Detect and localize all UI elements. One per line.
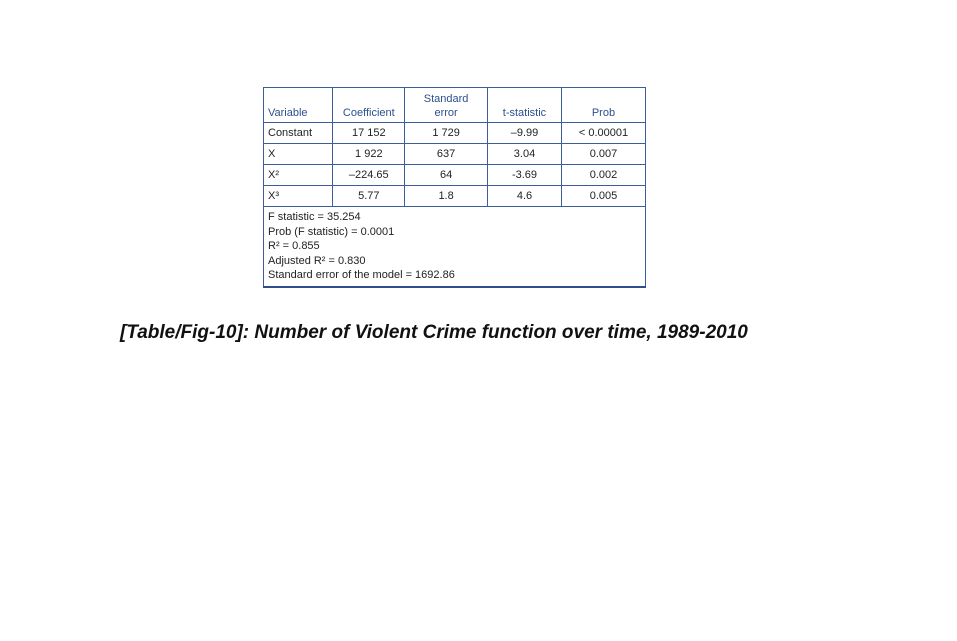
figure-caption: [Table/Fig-10]: Number of Violent Crime function over time, 1989-2010 (120, 322, 748, 343)
header-t-statistic: t-statistic (488, 88, 562, 123)
model-stats-row (264, 207, 646, 287)
regression-table (263, 87, 646, 288)
table-header-row (264, 88, 646, 123)
r-squared-line: R² = 0.855 (268, 240, 320, 252)
cell-t-statistic: 4.6 (488, 186, 562, 207)
cell-t-statistic: 3.04 (488, 144, 562, 165)
cell-variable: Constant (264, 123, 333, 144)
cell-coefficient: 17 152 (333, 123, 405, 144)
prob-f-statistic-line: Prob (F statistic) = 0.0001 (268, 225, 395, 238)
cell-prob: 0.007 (561, 144, 645, 165)
table-row (264, 144, 646, 165)
cell-variable: X² (264, 165, 333, 186)
cell-coefficient: 1 922 (333, 144, 405, 165)
table-row (264, 123, 646, 144)
header-prob: Prob (561, 88, 645, 123)
header-coefficient: Coefficient (333, 88, 405, 123)
table-row (264, 186, 646, 207)
cell-variable: X (264, 144, 333, 165)
header-standard-error: Standard error (405, 88, 488, 123)
cell-t-statistic: –9.99 (488, 123, 562, 144)
cell-variable: X³ (264, 186, 333, 207)
model-stats-cell (264, 207, 646, 287)
cell-coefficient: 5.77 (333, 186, 405, 207)
cell-standard-error: 1.8 (405, 186, 488, 207)
cell-standard-error: 64 (405, 165, 488, 186)
header-variable: Variable (264, 88, 333, 123)
model-standard-error-line: Standard error of the model = 1692.86 (268, 269, 455, 281)
cell-standard-error: 1 729 (405, 123, 488, 144)
cell-standard-error: 637 (405, 144, 488, 165)
cell-prob: < 0.00001 (561, 123, 645, 144)
f-statistic-line: F statistic = 35.254 (268, 211, 361, 223)
cell-prob: 0.002 (561, 165, 645, 186)
cell-prob: 0.005 (561, 186, 645, 207)
cell-coefficient: –224.65 (333, 165, 405, 186)
cell-t-statistic: -3.69 (488, 165, 562, 186)
adjusted-r-squared-line: Adjusted R² = 0.830 (268, 254, 366, 267)
table-row (264, 165, 646, 186)
